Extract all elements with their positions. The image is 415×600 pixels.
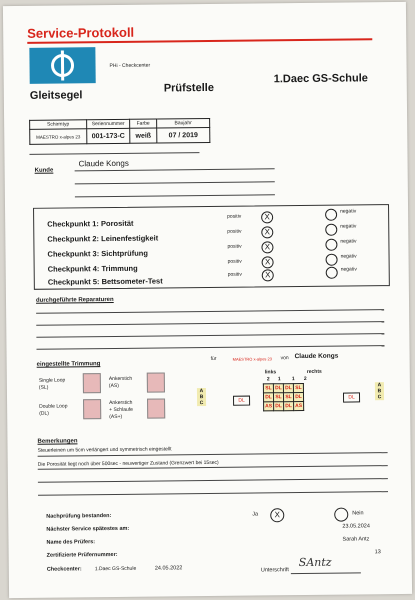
- trim-table: [263, 383, 304, 411]
- checkpoint-3-label: Checkpunkt 3: Sichtprüfung: [47, 248, 148, 259]
- device-header-color: Farbe: [130, 119, 157, 128]
- dl-right-box: DL: [343, 392, 360, 402]
- negative-label: negativ: [340, 208, 357, 215]
- repairs-line: [36, 321, 384, 326]
- checkpoint-3-negative-circle: [325, 239, 337, 251]
- ja-mark: X: [270, 508, 284, 522]
- device-header-serial: Seriennummer: [87, 119, 130, 128]
- customer-line: [75, 181, 275, 184]
- checkpoint-5-positive-mark: X: [262, 269, 274, 281]
- single-loop-label: Single Loop (SL): [38, 377, 66, 391]
- checkpoint-4-negative-circle: [326, 254, 338, 266]
- abc-right: [375, 382, 384, 400]
- device-color: weiß: [130, 128, 157, 143]
- negative-label: negativ: [340, 238, 357, 245]
- ankerstich-schlaufe-label: Ankerstich + Schlaufe (AS+): [109, 399, 133, 421]
- abc-left-c: C: [199, 400, 204, 407]
- positive-label: positiv: [227, 258, 242, 265]
- doc-type: Gleitsegel: [29, 89, 83, 102]
- remarks-line: [38, 491, 388, 496]
- remark-line-1: Steuerleinen um 5cm verlängert und symmetrisch eingestellt: [37, 446, 172, 454]
- customer-line: [75, 168, 275, 171]
- trim-cell: DL: [265, 394, 272, 401]
- trim-cell: DL: [275, 385, 282, 392]
- document-title: Service-Protokoll: [27, 24, 135, 41]
- customer-label: Kunde: [34, 167, 54, 174]
- trim-cell: DL: [275, 403, 282, 410]
- divider: [29, 152, 199, 155]
- service-protocol-sheet: [3, 2, 412, 598]
- device-serial: 001-173-C: [87, 128, 130, 143]
- examiner-name: Sarah Antz: [342, 536, 370, 543]
- remarks-label: Bemerkungen: [37, 438, 78, 445]
- cert-label: Zertifizierte Prüfernummer:: [46, 551, 118, 559]
- trim-cell: SL: [295, 385, 302, 392]
- checkpoint-1-label: Checkpunkt 1: Porosität: [47, 218, 134, 229]
- signature: SAntz: [298, 555, 332, 570]
- passed-label: Nachprüfung bestanden:: [46, 513, 112, 520]
- positive-label: positiv: [227, 271, 242, 278]
- trim-cell: DL: [295, 394, 302, 401]
- trim-cell: SL: [275, 394, 282, 401]
- customer-line: [75, 194, 275, 197]
- checkpoint-3-positive-mark: X: [261, 241, 273, 253]
- trim-label: eingestellte Trimmung: [36, 361, 101, 368]
- checkpoint-2-label: Checkpunkt 2: Leinenfestigkeit: [47, 233, 159, 244]
- checkcenter-name: 1.Daec GS-Schule: [94, 565, 137, 573]
- abc-left-b: B: [199, 394, 204, 401]
- negative-label: negativ: [340, 266, 357, 273]
- repairs-line: [37, 345, 385, 350]
- negative-label: negativ: [340, 223, 357, 230]
- positive-label: positiv: [227, 243, 242, 250]
- trim-from-label: von: [280, 355, 289, 362]
- station-label: Prüfstelle: [163, 81, 214, 95]
- signature-line: [291, 572, 361, 574]
- device-table: [29, 118, 210, 145]
- dl-left-box: DL: [233, 396, 250, 406]
- single-loop-image: [83, 373, 101, 393]
- signature-label: Unterschrift: [260, 567, 289, 574]
- checkcenter-date: 24.05.2022: [154, 565, 183, 572]
- repairs-line: [36, 309, 384, 314]
- checkpoint-5-negative-circle: [326, 267, 338, 279]
- trim-col-header: 2: [266, 376, 270, 383]
- double-loop-label: Double Loop (DL): [39, 403, 68, 417]
- device-year: 07 / 2019: [157, 127, 210, 143]
- checkpoint-2-positive-mark: X: [261, 226, 273, 238]
- right-side-label: rechts: [306, 368, 322, 375]
- checkpoint-4-label: Checkpunkt 4: Trimmung: [47, 263, 138, 274]
- ankerstich-image: [147, 372, 165, 392]
- trim-cell: DL: [285, 403, 292, 410]
- trim-col-header: 1: [291, 376, 295, 383]
- double-loop-image: [83, 399, 101, 419]
- device-type: MAESTRO x-alpes 23: [30, 129, 87, 145]
- checkpoint-2-negative-circle: [325, 224, 337, 236]
- checkcenter-label: Checkcenter:: [46, 566, 82, 573]
- nein-circle: [334, 508, 348, 522]
- abc-right-c: C: [377, 394, 382, 401]
- repairs-line: [36, 333, 384, 338]
- phi-logo-icon: [29, 47, 95, 84]
- remarks-line: [38, 478, 388, 483]
- checkpoint-1-positive-mark: X: [261, 211, 273, 223]
- positive-label: positiv: [227, 213, 242, 220]
- trim-cell: DL: [285, 385, 292, 392]
- trim-for-label: für: [210, 355, 217, 362]
- examiner-label: Name des Prüfers:: [46, 539, 96, 546]
- trim-cell: SL: [285, 394, 292, 401]
- station-name: 1.Daec GS-Schule: [273, 72, 368, 86]
- checkpoint-1-negative-circle: [325, 209, 337, 221]
- abc-left: [197, 388, 206, 406]
- positive-label: positiv: [227, 228, 242, 235]
- device-header-year: Baujahr: [157, 118, 210, 128]
- customer-name: Claude Kongs: [78, 158, 129, 169]
- abc-right-b: B: [377, 388, 382, 395]
- left-side-label: links: [264, 369, 277, 376]
- brand-label: PHi - Checkcenter: [109, 62, 151, 70]
- repairs-label: durchgeführte Reparaturen: [35, 296, 114, 304]
- negative-label: negativ: [340, 253, 357, 260]
- trim-device: MAESTRO x-alpes 23: [232, 356, 273, 362]
- trim-cell: AS: [295, 403, 303, 410]
- cert-number: 13: [374, 549, 381, 556]
- remark-line-2: Die Porosität liegt noch über 500sec - neuwertiger Zustand (Grenzwert bei 15sec): [37, 459, 219, 468]
- trim-cell: AS: [265, 403, 273, 410]
- trim-cell: SL: [265, 385, 272, 392]
- abc-left-a: A: [199, 388, 204, 395]
- abc-right-a: A: [377, 382, 382, 389]
- nein-label: Nein: [352, 510, 364, 517]
- trim-col-header: 1: [277, 376, 281, 383]
- next-service-label: Nächster Service spätestes am:: [46, 525, 130, 533]
- device-header-type: Schirmtyp: [30, 120, 87, 130]
- checkpoint-5-label: Checkpunkt 5: Bettsometer-Test: [47, 276, 163, 287]
- trim-person: Claude Kongs: [294, 352, 339, 361]
- checkpoint-4-positive-mark: X: [262, 256, 274, 268]
- ankerstich-schlaufe-image: [147, 398, 165, 418]
- trim-col-header: 2: [303, 375, 307, 382]
- next-service-date: 23.05.2024: [342, 523, 370, 530]
- ankerstich-label: Ankerstich (AS): [108, 375, 133, 390]
- ja-label: Ja: [252, 511, 259, 518]
